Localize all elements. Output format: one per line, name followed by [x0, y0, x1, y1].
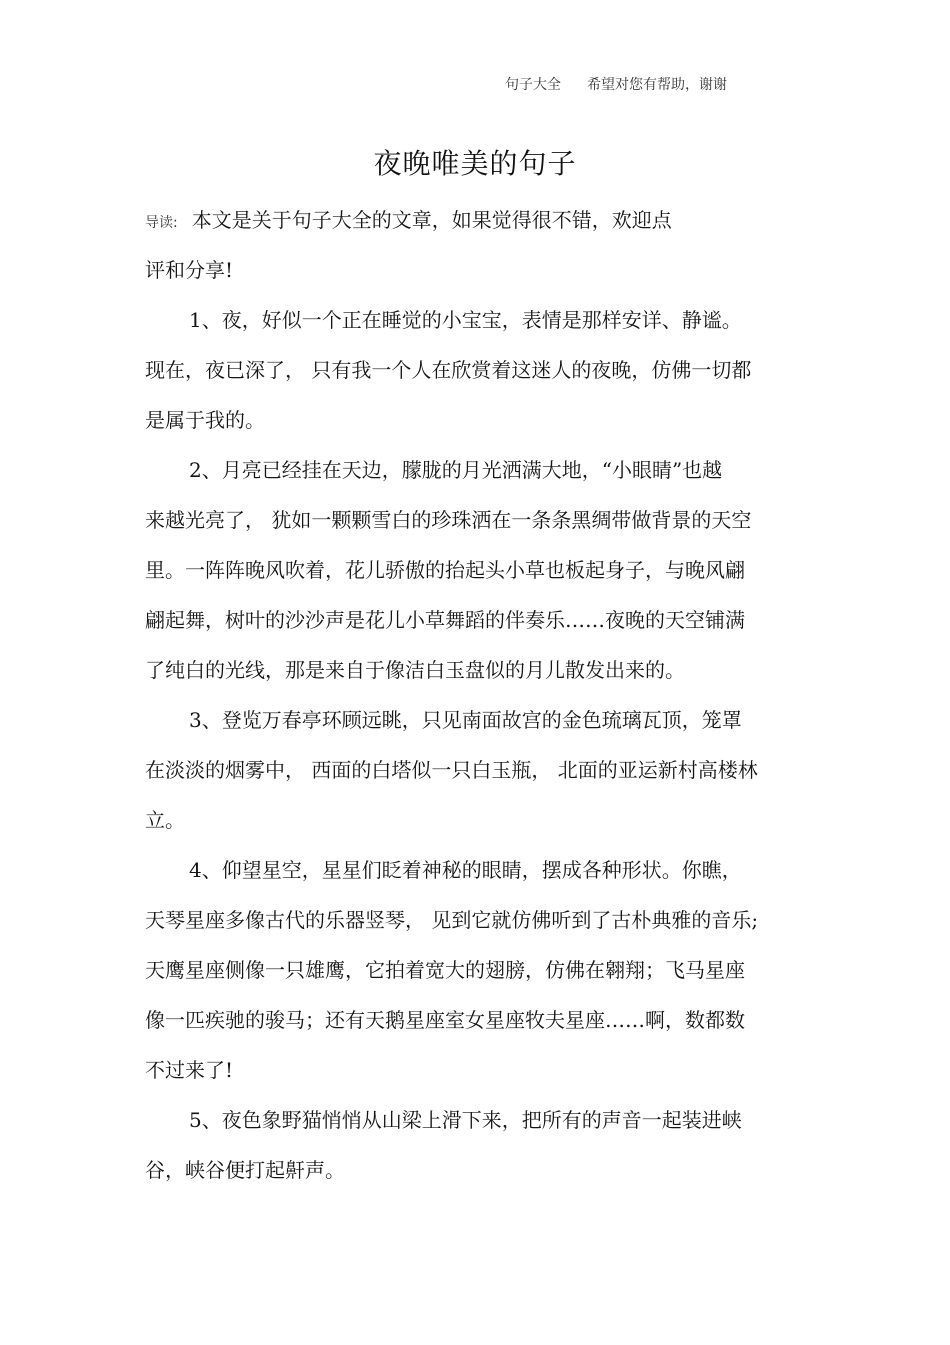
paragraph-5	[145, 1095, 805, 1195]
paragraph-line: 翩起舞，树叶的沙沙声是花儿小草舞蹈的伴奏乐……夜晚的天空铺满	[145, 608, 745, 632]
intro-line	[145, 195, 805, 245]
intro-label: 导读:	[145, 215, 178, 231]
article-body	[145, 195, 805, 1195]
paragraph-line: 天鹰星座侧像一只雄鹰，它拍着宽大的翅膀，仿佛在翱翔；飞马星座	[145, 958, 745, 982]
page-title: 夜晚唯美的句子	[373, 147, 577, 180]
paragraph-line: 5、夜色象野猫悄悄从山梁上滑下来，把所有的声音一起装进峡	[189, 1108, 742, 1132]
paragraph-2	[145, 445, 805, 695]
header-site-name: 句子大全	[505, 77, 561, 93]
paragraph-line: 2、月亮已经挂在天边，朦胧的月光洒满大地，“小眼睛”也越	[189, 458, 723, 482]
paragraph-4	[145, 845, 805, 1095]
paragraph-line: 1、夜，好似一个正在睡觉的小宝宝，表情是那样安详、静谧。	[189, 308, 742, 332]
paragraph-3	[145, 695, 805, 845]
paragraph-line: 3、登览万春亭环顾远眺，只见南面故宫的金色琉璃瓦顶，笼罩	[189, 708, 742, 732]
paragraph-line: 里。一阵阵晚风吹着，花儿骄傲的抬起头小草也板起身子，与晚风翩	[145, 558, 745, 582]
header-thanks: 希望对您有帮助，谢谢	[587, 77, 727, 93]
paragraph-line: 现在，夜已深了， 只有我一个人在欣赏着这迷人的夜晚，仿佛一切都	[145, 358, 752, 382]
page-header	[505, 74, 727, 94]
intro-line: 评和分享!	[145, 258, 234, 282]
paragraph-line: 像一匹疾驰的骏马；还有天鹅星座室女星座牧夫星座……啊，数都数	[145, 1008, 745, 1032]
intro-text: 本文是关于句子大全的文章，如果觉得很不错，欢迎点	[191, 208, 672, 232]
intro	[145, 195, 805, 295]
paragraph-line: 天琴星座多像古代的乐器竖琴， 见到它就仿佛听到了古朴典雅的音乐;	[145, 908, 759, 932]
paragraph-line: 4、仰望星空，星星们眨着神秘的眼睛，摆成各种形状。你瞧，	[189, 858, 742, 882]
paragraph-line: 是属于我的。	[145, 408, 265, 432]
paragraph-line: 立。	[145, 808, 185, 832]
paragraph-line: 了纯白的光线，那是来自于像洁白玉盘似的月儿散发出来的。	[145, 658, 685, 682]
paragraph-line: 不过来了!	[145, 1058, 234, 1082]
paragraph-1	[145, 295, 805, 445]
paragraph-line: 谷，峡谷便打起鼾声。	[145, 1158, 345, 1182]
paragraph-line: 在淡淡的烟雾中， 西面的白塔似一只白玉瓶， 北面的亚运新村高楼林	[145, 758, 758, 782]
paragraph-line: 来越光亮了， 犹如一颗颗雪白的珍珠洒在一条条黑绸带做背景的天空	[145, 508, 752, 532]
